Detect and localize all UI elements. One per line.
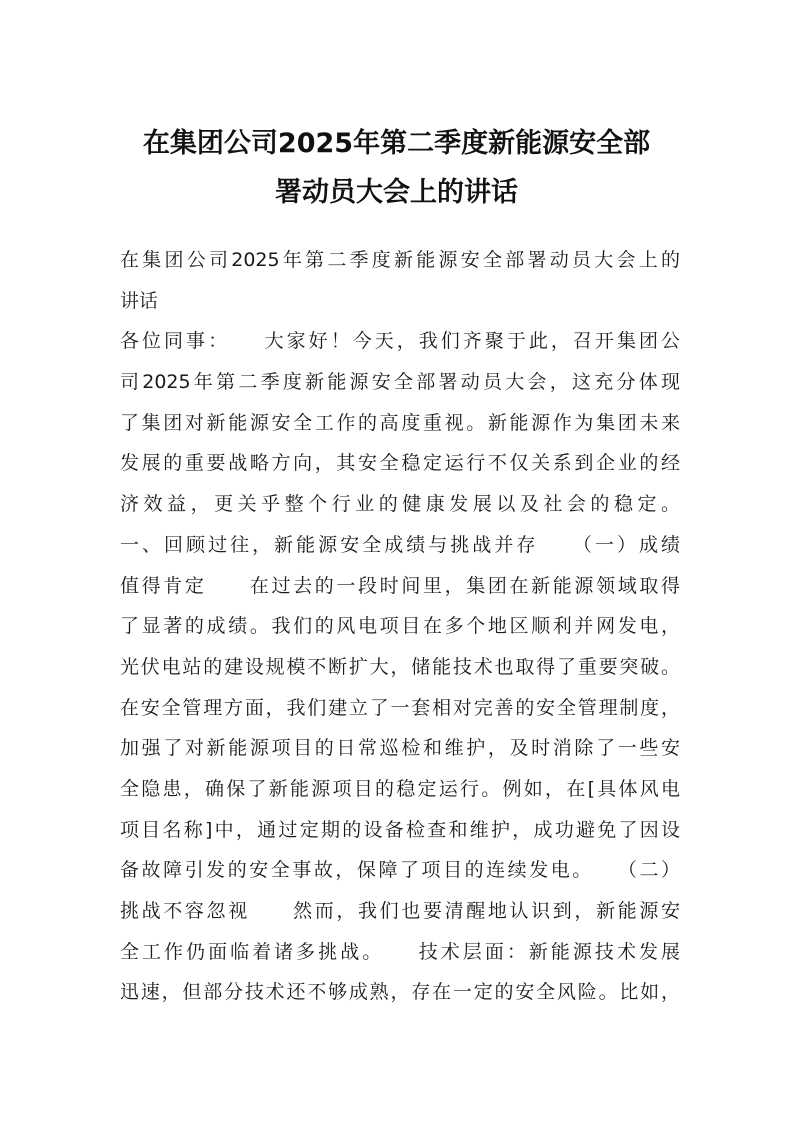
document-title <box>100 119 693 217</box>
body-line: 挑战不容忽视 然而，我们也要清醒地认识到，新能源安 <box>120 900 680 922</box>
body-line: 了显著的成绩。我们的风电项目在多个地区顺利并网发电， <box>120 615 680 638</box>
body-line: 光伏电站的建设规模不断扩大，储能技术也取得了重要突破。 <box>120 655 680 678</box>
body-line: 加强了对新能源项目的日常巡检和维护，及时消除了一些安 <box>120 737 680 760</box>
body-line: 发展的重要战略方向，其安全稳定运行不仅关系到企业的经 <box>120 452 680 475</box>
body-line: 一、回顾过往，新能源安全成绩与挑战并存 （一）成绩 <box>120 533 680 556</box>
body-line: 了集团对新能源安全工作的高度重视。新能源作为集团未来 <box>120 411 680 434</box>
document-body <box>120 240 680 1013</box>
title-line-1: 在集团公司2025年第二季度新能源安全部 <box>142 128 651 159</box>
body-line: 值得肯定 在过去的一段时间里，集团在新能源领域取得 <box>120 574 680 597</box>
body-line: 在安全管理方面，我们建立了一套相对完善的安全管理制度， <box>120 696 680 719</box>
body-line: 备故障引发的安全事故，保障了项目的连续发电。 （二） <box>120 859 680 882</box>
body-line: 全隐患，确保了新能源项目的稳定运行。例如，在[具体风电 <box>120 777 680 800</box>
body-line: 各位同事： 大家好！今天，我们齐聚于此，召开集团公 <box>120 330 680 353</box>
body-line: 全工作仍面临着诸多挑战。 技术层面：新能源技术发展 <box>120 940 680 963</box>
body-line: 司2025年第二季度新能源安全部署动员大会，这充分体现 <box>120 371 680 394</box>
body-line: 项目名称]中，通过定期的设备检查和维护，成功避免了因设 <box>120 818 680 841</box>
title-line-2: 署动员大会上的讲话 <box>275 177 518 208</box>
body-line: 济效益，更关乎整个行业的健康发展以及社会的稳定。 <box>120 493 680 516</box>
body-line: 讲话 <box>120 289 159 312</box>
body-line: 在集团公司2025年第二季度新能源安全部署动员大会上的 <box>120 249 680 271</box>
body-line: 迅速，但部分技术还不够成熟，存在一定的安全风险。比如， <box>120 981 680 1004</box>
